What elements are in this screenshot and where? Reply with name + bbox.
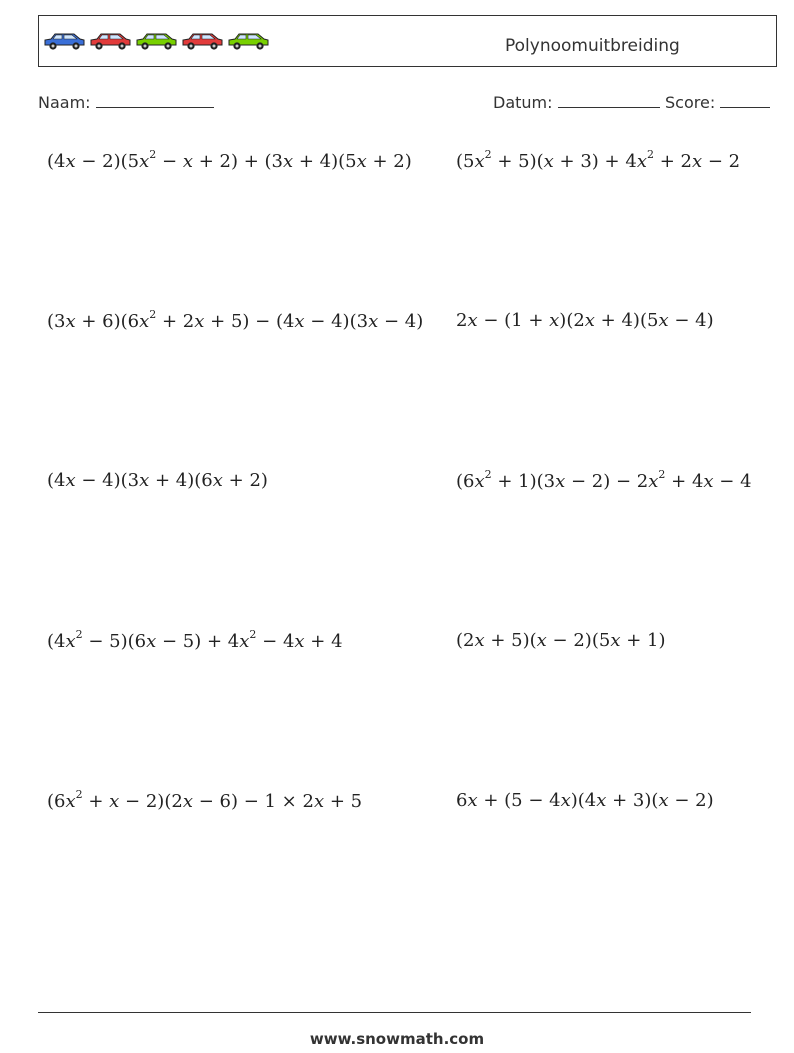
problem-3: $(3x + 6)(6x^2 + 2x + 5) - (4x - 4)(3x - 4)$	[47, 308, 424, 332]
car-icons	[42, 30, 270, 52]
score-field	[665, 93, 770, 112]
car-icon	[226, 30, 270, 52]
problem-4: 2x − (1 + x)(2x + 4)(5x − 4)	[456, 310, 714, 331]
car-icon	[180, 30, 224, 52]
footer-url: www.snowmath.com	[309, 1030, 485, 1048]
problem-1: $(4x - 2)(5x^2 - x + 2) + (3x + 4)(5x + 2)$	[47, 148, 412, 172]
header-box	[38, 15, 777, 67]
problem-7: $(4x^2 - 5)(6x - 5) + 4x^2 - 4x + 4$	[47, 628, 343, 652]
name-label: Naam:	[38, 93, 91, 112]
name-blank	[96, 94, 214, 108]
score-label: Score:	[665, 93, 716, 112]
footer-divider	[38, 1012, 751, 1013]
name-field	[38, 93, 214, 112]
problem-9: $(6x^2 + x - 2)(2x - 6) - 1 \times 2x + 5$	[47, 788, 363, 812]
car-icon	[134, 30, 178, 52]
problem-10: 6x + (5 − 4x)(4x + 3)(x − 2)	[456, 790, 714, 811]
problem-8: (2x + 5)(x − 2)(5x + 1)	[456, 630, 666, 651]
date-field	[493, 93, 660, 112]
worksheet-title: Polynoomuitbreiding	[505, 36, 680, 56]
problem-5: (4x − 4)(3x + 4)(6x + 2)	[47, 470, 268, 491]
problem-6: $(6x^2 + 1)(3x - 2) - 2x^2 + 4x - 4$	[456, 468, 752, 492]
car-icon	[42, 30, 86, 52]
date-label: Datum:	[493, 93, 553, 112]
problem-2: $(5x^2 + 5)(x + 3) + 4x^2 + 2x - 2$	[456, 148, 741, 172]
score-blank	[720, 94, 770, 108]
car-icon	[88, 30, 132, 52]
date-blank	[558, 94, 660, 108]
